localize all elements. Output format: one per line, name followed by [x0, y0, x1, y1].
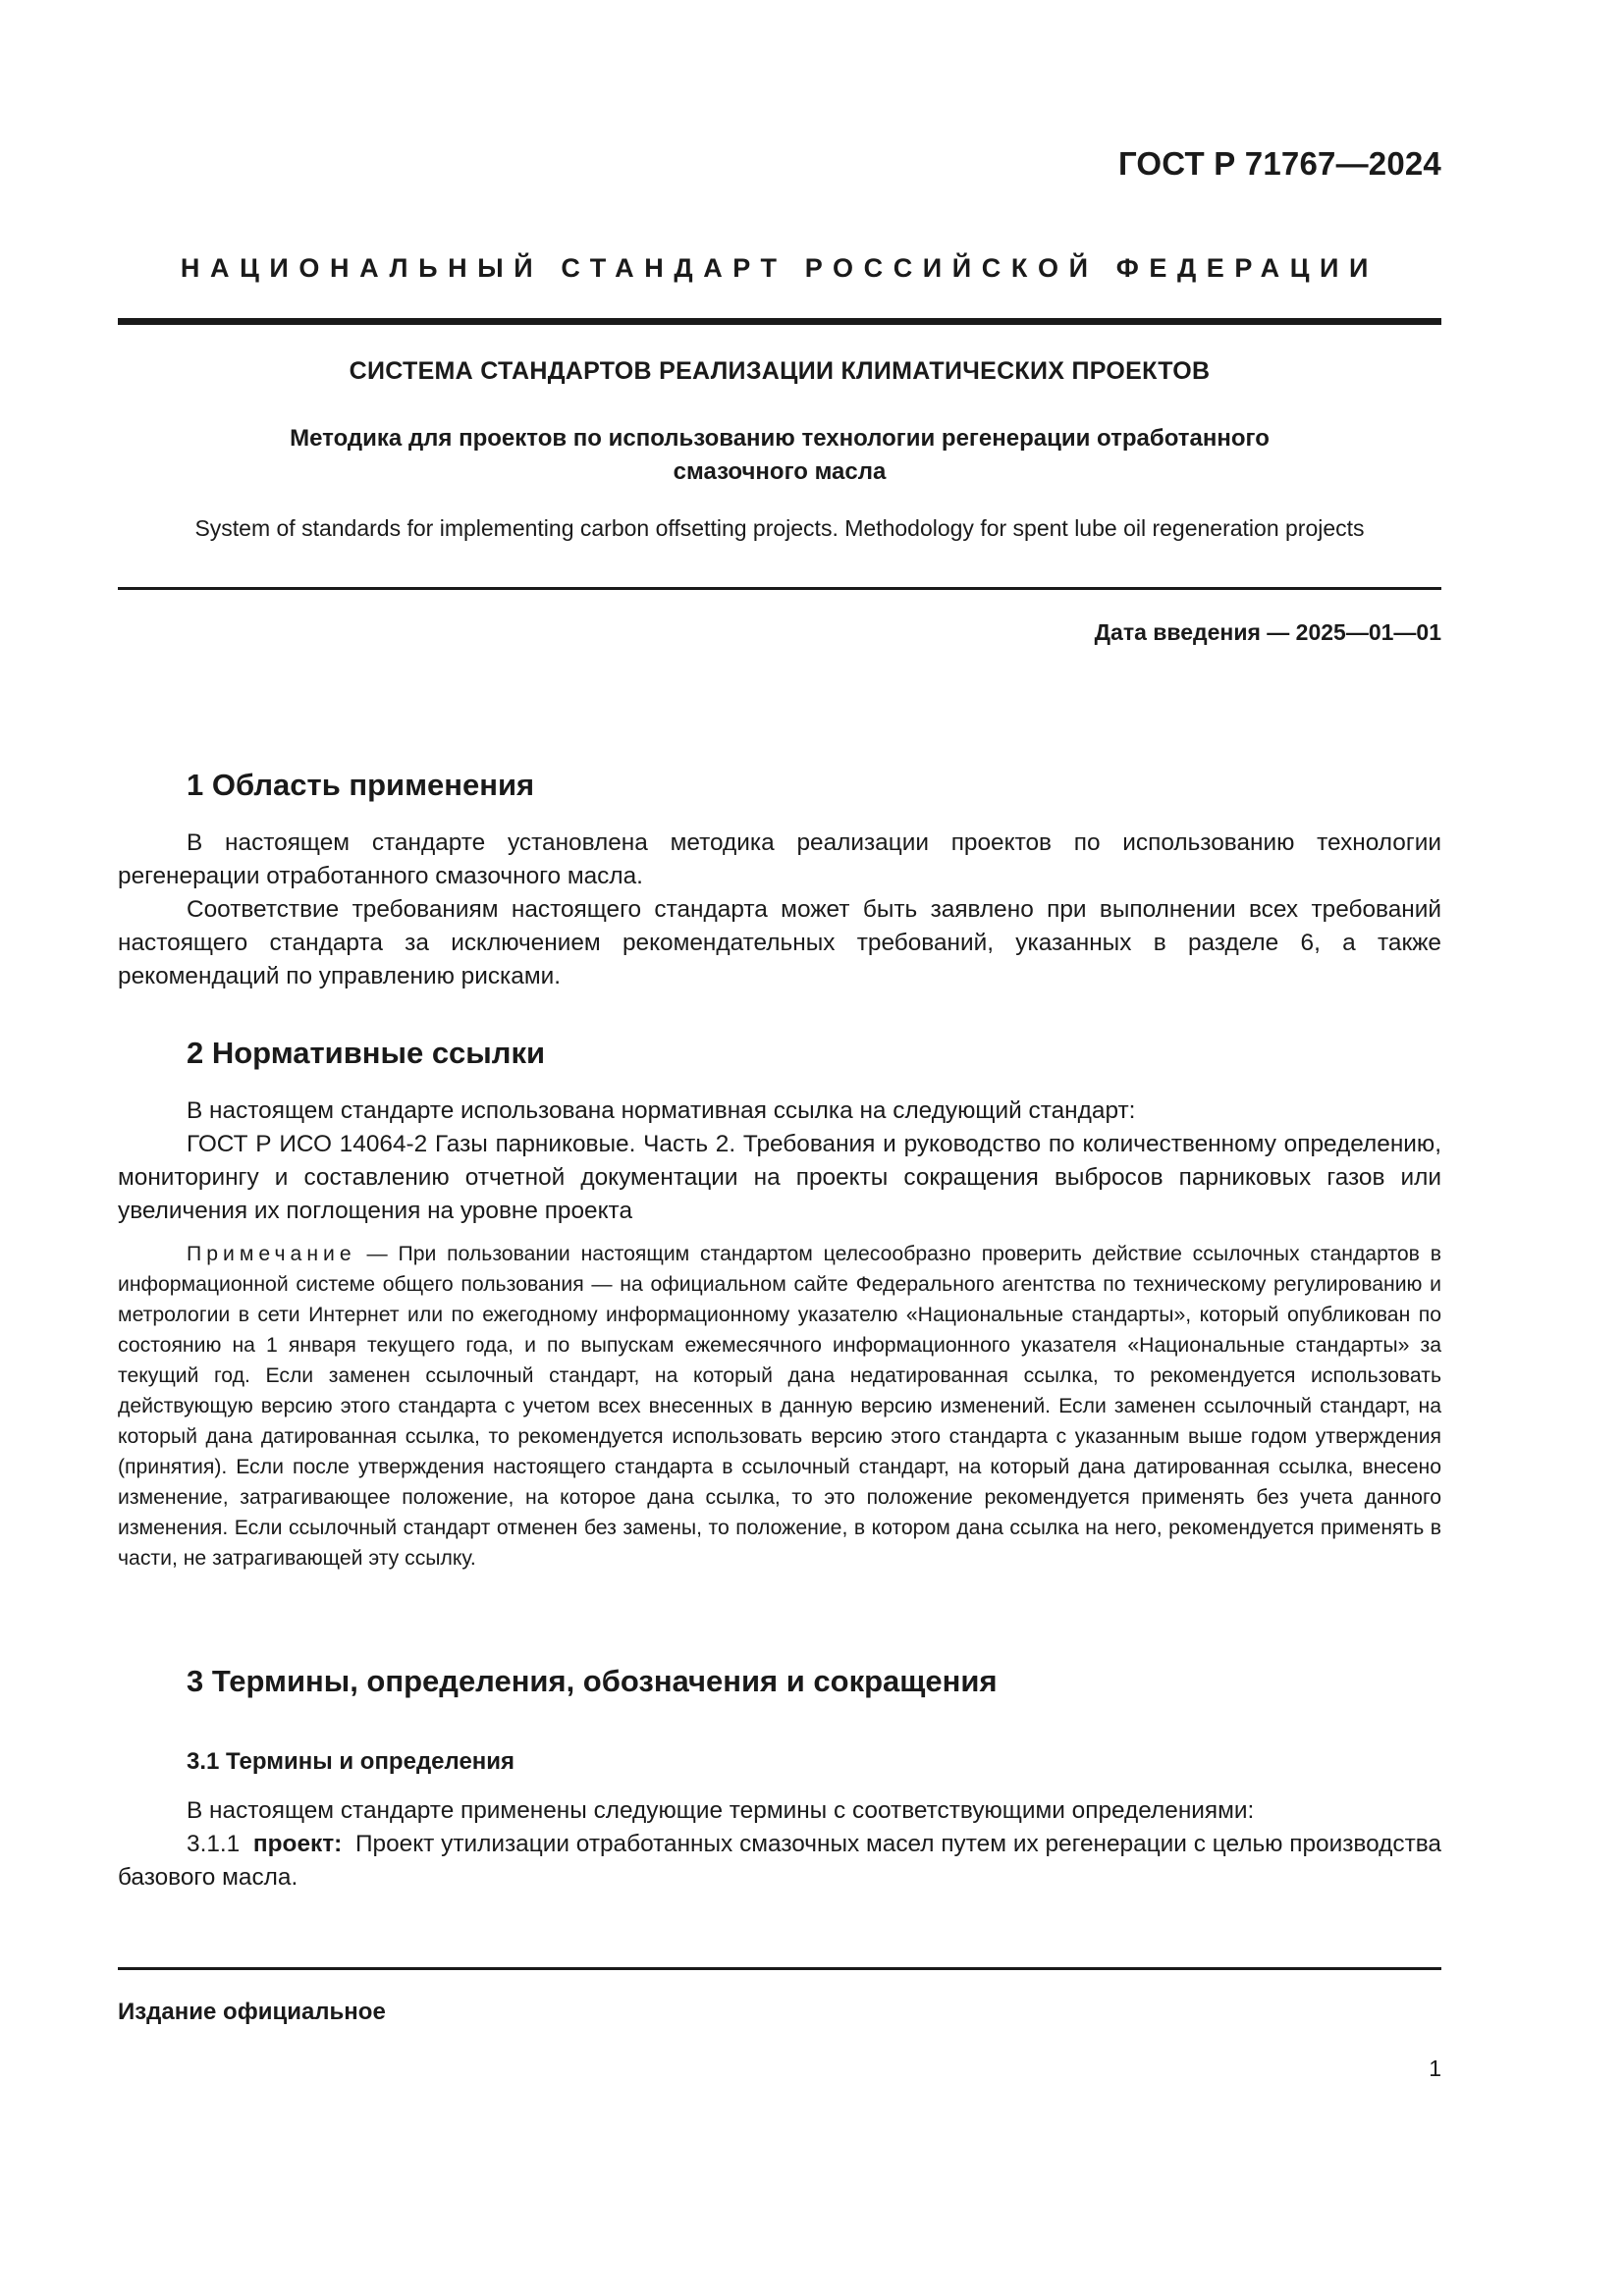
section-3-body: [118, 1794, 1441, 1895]
page-number: 1: [1429, 2056, 1441, 2081]
method-title-line-1: Методика для проектов по использованию технологии регенерации отработанного: [290, 425, 1270, 452]
method-title: [118, 422, 1441, 489]
section-2-heading: 2 Нормативные ссылки: [187, 1036, 546, 1070]
note-text: — При пользовании настоящим стандартом целесообразно проверить действие ссылочных стандартов в информационной системе общего пользования — на официальном сайте Федерального агентства по техническому регулированию и метрологии в сети Интернет или по ежегодному информационному указателю «Национальные стандарты», который опубликован по состоянию на 1 января текущего года, и по выпускам ежемесячного информационного указателя «Национальные стандарты» за текущий год. Если заменен ссылочный стандарт, на который дана недатированная ссылка, то рекомендуется использовать действующую версию этого стандарта с учетом всех внесенных в данную версию изменений. Если заменен ссылочный стандарт, на который дана датированная ссылка, то рекомендуется использовать версию этого стандарта с указанным выше годом утверждения (принятия). Если после утверждения настоящего стандарта в ссылочный стандарт, на который дана датированная ссылка, внесено изменение, затрагивающее положение, на которое дана ссылка, то это положение рекомендуется применять без учета данного изменения. Если ссылочный стандарт отменен без замены, то положение, в котором дана ссылка на него, рекомендуется применять в части, не затрагивающей эту ссылку.: [118, 1243, 1441, 1570]
section-2-paragraph-1: В настоящем стандарте использована нормативная ссылка на следующий стандарт:: [187, 1097, 1136, 1124]
section-1-paragraph-2: Соответствие требованиям настоящего стандарта может быть заявлено при выполнении всех требований настоящего стандарта за исключением рекомендательных требований, указанных в разделе 6, а также рекомендаций по управлению рисками.: [118, 896, 1441, 989]
term-name: проект:: [252, 1831, 343, 1857]
section-3-paragraph-1: В настоящем стандарте применены следующие термины с соответствующими определениями:: [187, 1797, 1255, 1824]
title-divider: [118, 587, 1441, 590]
section-1-body: [118, 827, 1441, 993]
official-edition-label: Издание официальное: [118, 1999, 386, 2025]
subsection-3-1-heading: 3.1 Термины и определения: [187, 1748, 515, 1775]
footer-divider: [118, 1967, 1441, 1970]
section-3-heading: 3 Термины, определения, обозначения и сокращения: [187, 1664, 998, 1698]
term-definition-entry: [118, 1828, 1441, 1895]
system-title: СИСТЕМА СТАНДАРТОВ РЕАЛИЗАЦИИ КЛИМАТИЧЕСКИХ ПРОЕКТОВ: [349, 357, 1211, 385]
term-definition: Проект утилизации отработанных смазочных масел путем их регенерации с целью производства базового масла.: [118, 1831, 1441, 1891]
method-title-line-2: смазочного масла: [673, 458, 887, 485]
document-page: [118, 0, 1441, 2296]
introduction-date: Дата введения — 2025—01—01: [1094, 619, 1441, 645]
section-1-heading: 1 Область применения: [187, 768, 535, 802]
term-number: 3.1.1: [187, 1831, 241, 1857]
note-label: Примечание: [187, 1243, 356, 1265]
english-title: System of standards for implementing carbon offsetting projects. Methodology for spent lube oil regeneration projects: [194, 515, 1365, 541]
section-2-body: [118, 1095, 1441, 1228]
note-block: [118, 1239, 1441, 1574]
document-number: ГОСТ Р 71767—2024: [1117, 145, 1441, 182]
national-standard-header: НАЦИОНАЛЬНЫЙ СТАНДАРТ РОССИЙСКОЙ ФЕДЕРАЦИИ: [180, 253, 1380, 283]
section-1-paragraph-1: В настоящем стандарте установлена методика реализации проектов по использованию технологии регенерации отработанного смазочного масла.: [118, 829, 1441, 889]
header-divider: [118, 318, 1441, 325]
section-2-paragraph-2: ГОСТ Р ИСО 14064-2 Газы парниковые. Часть 2. Требования и руководство по количественному определению, мониторингу и составлению отчетной документации на проекты сокращения выбросов парниковых газов или увеличения их поглощения на уровне проекта: [118, 1131, 1441, 1224]
